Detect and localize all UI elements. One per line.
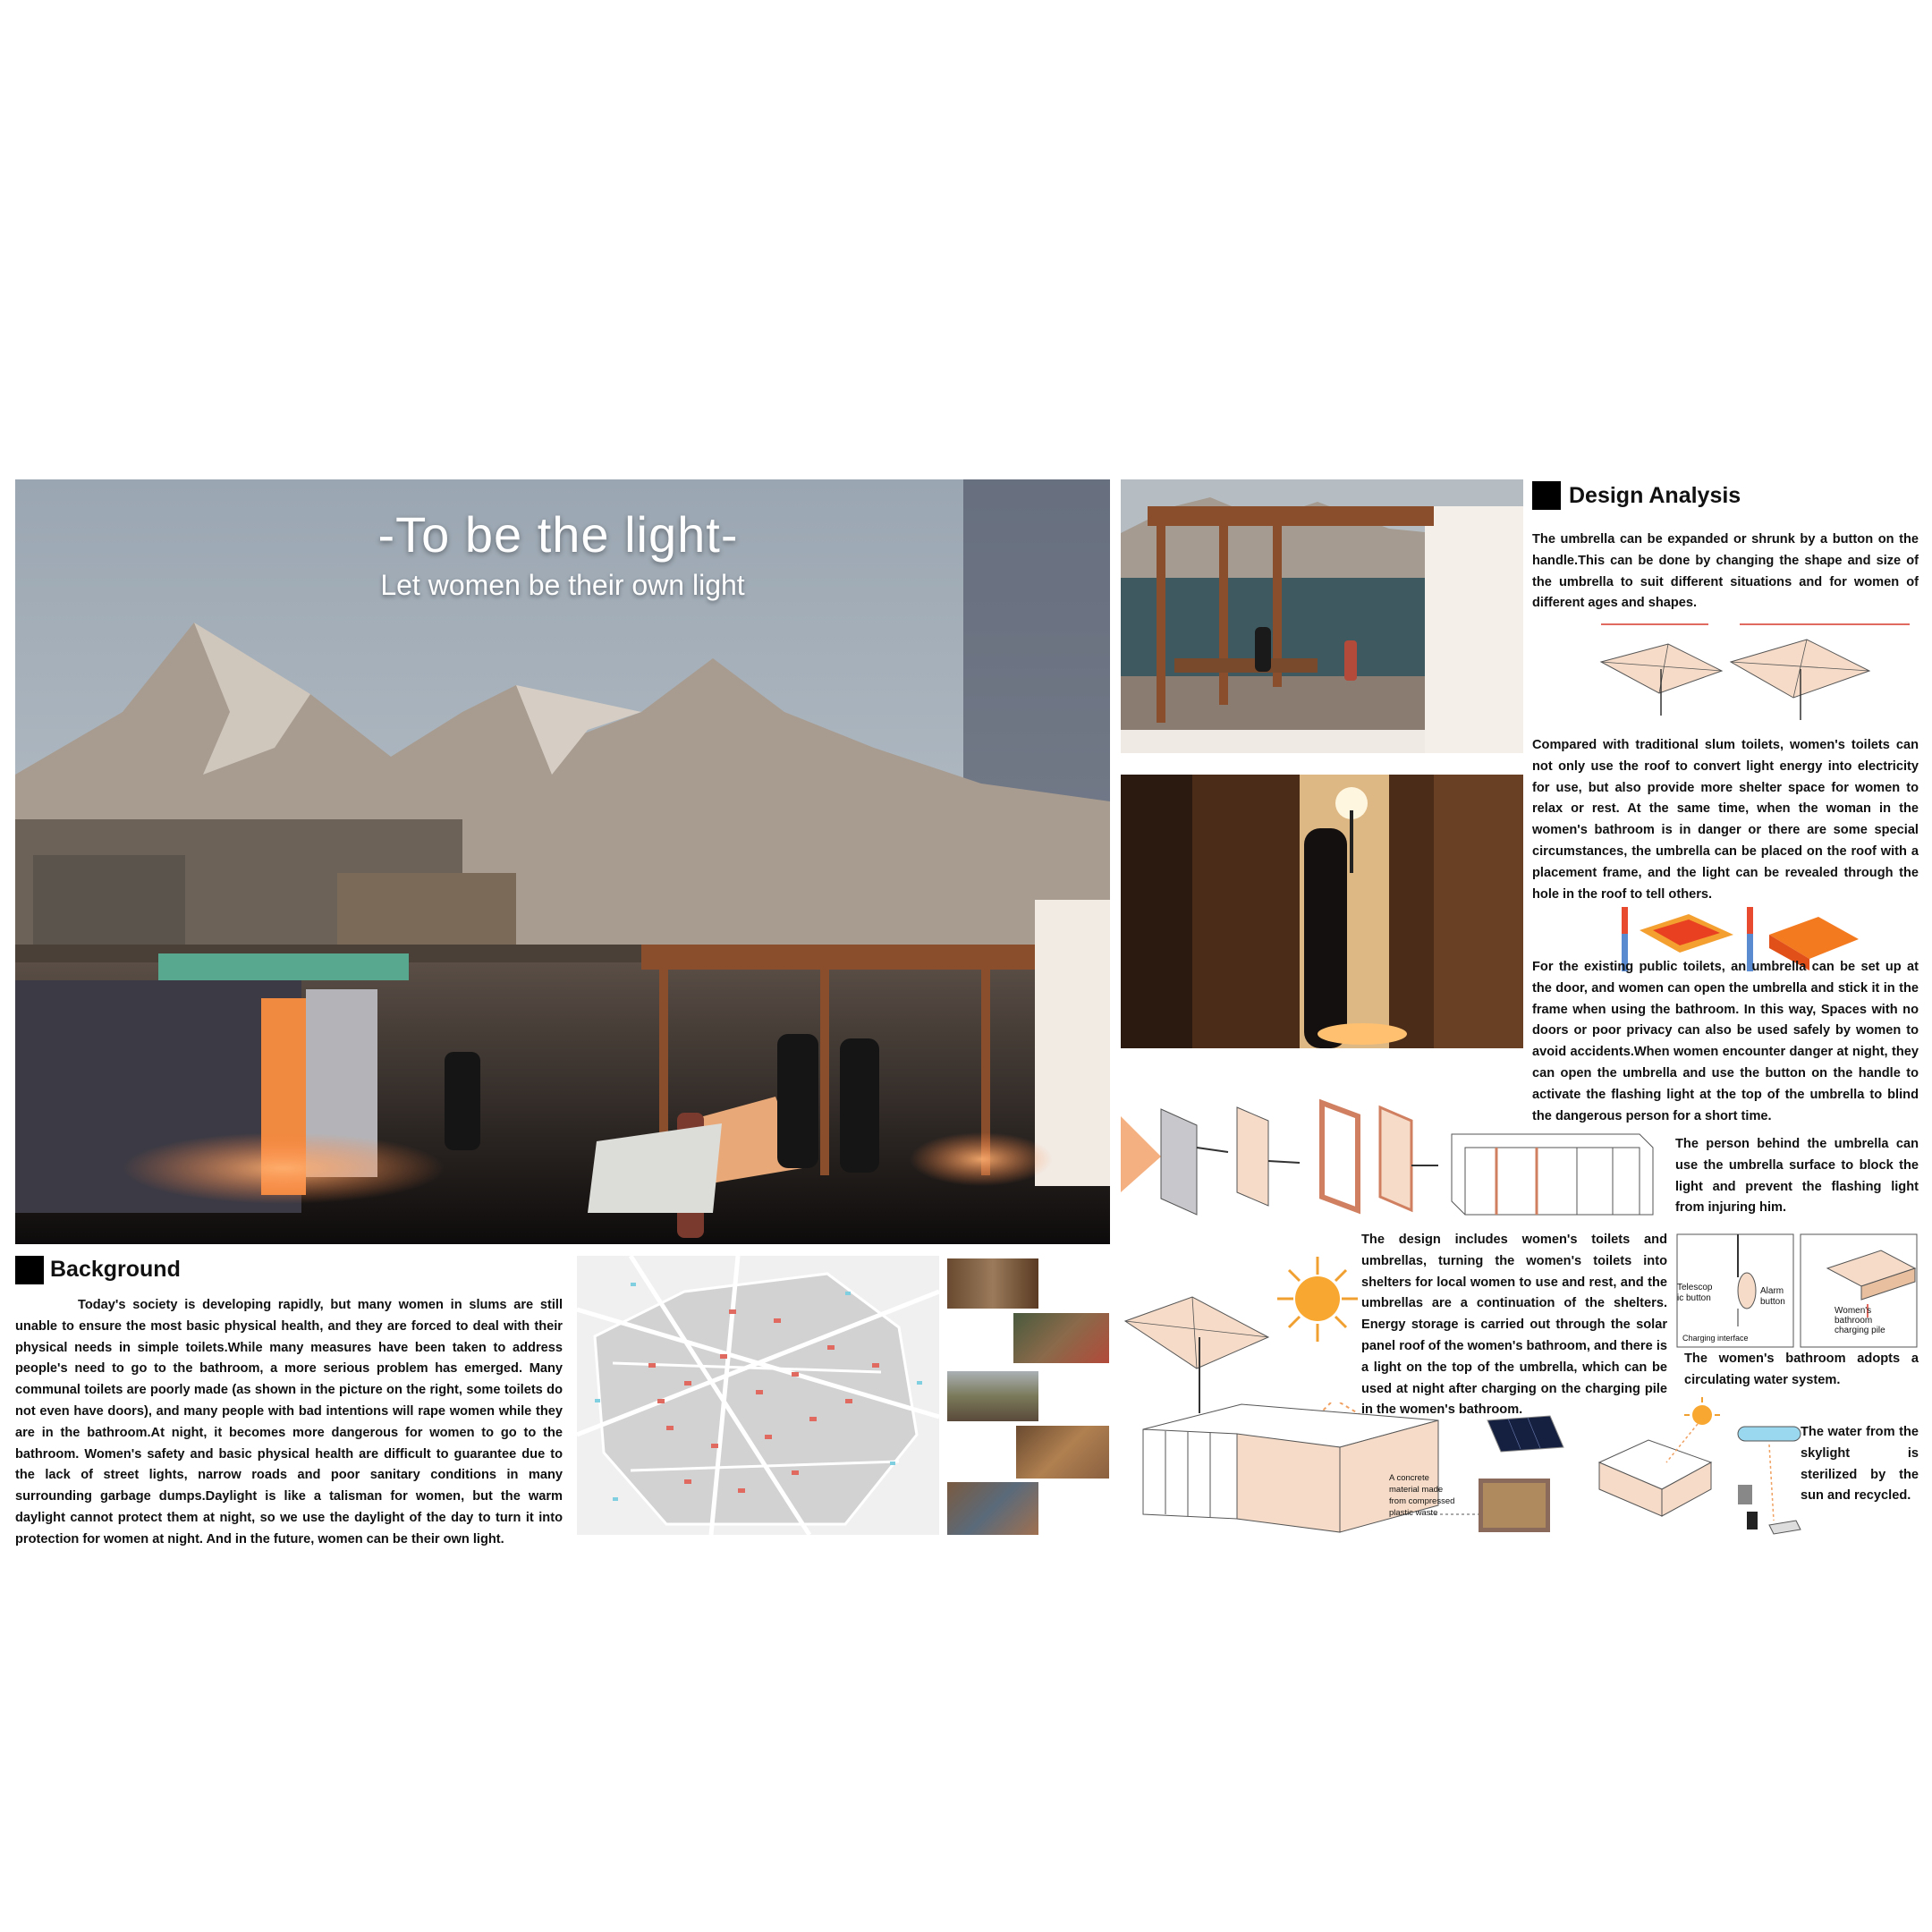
label-charging-interface: Charging interface	[1682, 1334, 1749, 1343]
design-text-3: For the existing public toilets, an umbrella can be set up at the door, and women can open the umbrella and stick it in the frame when using the bathroom. In this way, Spaces with no doors or poor privacy can also be used safely by women to avoid accidents.When women encounter danger at night, they can open the umbrella and use the button on the handle to activate the flashing light at the top of the umbrella to blind the dangerous person for a short time.	[1532, 960, 1919, 1123]
umbrella-diagram	[1597, 617, 1919, 729]
design-text-4: The person behind the umbrella can use the umbrella surface to block the light and prevent the flashing light from injuring him.	[1675, 1137, 1919, 1216]
background-heading: Background	[50, 1257, 181, 1282]
photo-thumb-2	[1013, 1313, 1109, 1363]
sun-umbrella	[1121, 1248, 1362, 1427]
charging-diagram	[1675, 1233, 1919, 1349]
hero-subtitle: Let women be their own light	[380, 569, 745, 601]
bathroom-scene	[1121, 775, 1523, 1048]
design-text-6: The women's bathroom adopts a circulating water system.	[1684, 1352, 1919, 1387]
water-system-diagram	[1595, 1395, 1809, 1538]
photo-thumb-4	[1016, 1426, 1109, 1479]
water-system	[1595, 1395, 1809, 1538]
design-text-5: The design includes women's toilets and umbrellas, turning the women's toilets into shelters for local women to use and rest, and the umbrellas are a continuation of the shelters. Energy storage is carried out through the solar panel roof of the women's bathroom, and there is a light on the top of the umbrella, which can be used at night after charging on the charging pile in the women's bathroom.	[1361, 1233, 1667, 1418]
label-alarm: Alarm button	[1760, 1286, 1785, 1307]
background-text: Today's society is developing rapidly, but many women in slums are still unable to ensure the most basic physical health, and they are forced to deal with their physical needs in simple toilets.While many measures have been taken to address people's need to go to the bathroom, a more serious problem has emerged. Many communal toilets are poorly made (as shown in the picture on the right, some toilets do not even have doors), and many people with bad intentions will rape women while they are in the bathroom.At night, it becomes more dangerous for women to go to the bathroom. Women's safety and basic physical health are difficult to guarantee due to the lack of street lights, narrow roads and poor sanitary conditions in many surrounding garbage dumps.Daylight is like a talisman for women, but the warm daylight cannot protect them at night, so we use the daylight of the day to turn it into protection for women at night. And in the future, women can be their own light.	[15, 1298, 563, 1546]
sun-umbrella-diagram	[1121, 1248, 1362, 1427]
section-marker	[1532, 481, 1561, 510]
label-concrete: A concrete material made from compressed plastic waste	[1389, 1473, 1455, 1518]
site-map-drawing	[577, 1256, 939, 1535]
frame-exploded	[1121, 1098, 1673, 1224]
hero-render	[15, 479, 1110, 1244]
label-bathroom-pile: Women's bathroom charging pile	[1835, 1306, 1885, 1335]
shelter-axonometric	[1134, 1402, 1568, 1537]
design-text-1: The umbrella can be expanded or shrunk by a button on the handle.This can be done by changing the shape and size of the umbrella to suit different situations and for women of different ages and shapes.	[1532, 532, 1919, 611]
frame-diagram	[1121, 1098, 1673, 1224]
shelter-axo	[1134, 1402, 1568, 1537]
umbrella-states	[1597, 617, 1919, 729]
shelter-scene	[1121, 479, 1523, 753]
design-text-7: The water from the skylight is sterilized by the sun and recycled.	[1801, 1425, 1919, 1504]
photo-thumb-3	[947, 1371, 1038, 1421]
photo-thumb-5	[947, 1482, 1038, 1535]
photo-thumb-1	[947, 1258, 1038, 1309]
bathroom-render	[1121, 775, 1523, 1048]
section-marker	[15, 1256, 44, 1284]
design-heading: Design Analysis	[1569, 483, 1741, 508]
site-map	[577, 1256, 939, 1535]
shelter-render	[1121, 479, 1523, 753]
design-text-2: Compared with traditional slum toilets, women's toilets can not only use the roof to convert light energy into electricity for use, but also provide more shelter space for women to relax or rest. At the same time, when the woman in the women's bathroom is in danger or there are some special circumstances, the umbrella can be placed on the roof with a placement frame, and the light can be revealed through the hole in the roof to tell others.	[1532, 738, 1919, 902]
hero-title: -To be the light-	[377, 506, 739, 563]
label-telescopic: Telescop ic button	[1677, 1283, 1713, 1303]
